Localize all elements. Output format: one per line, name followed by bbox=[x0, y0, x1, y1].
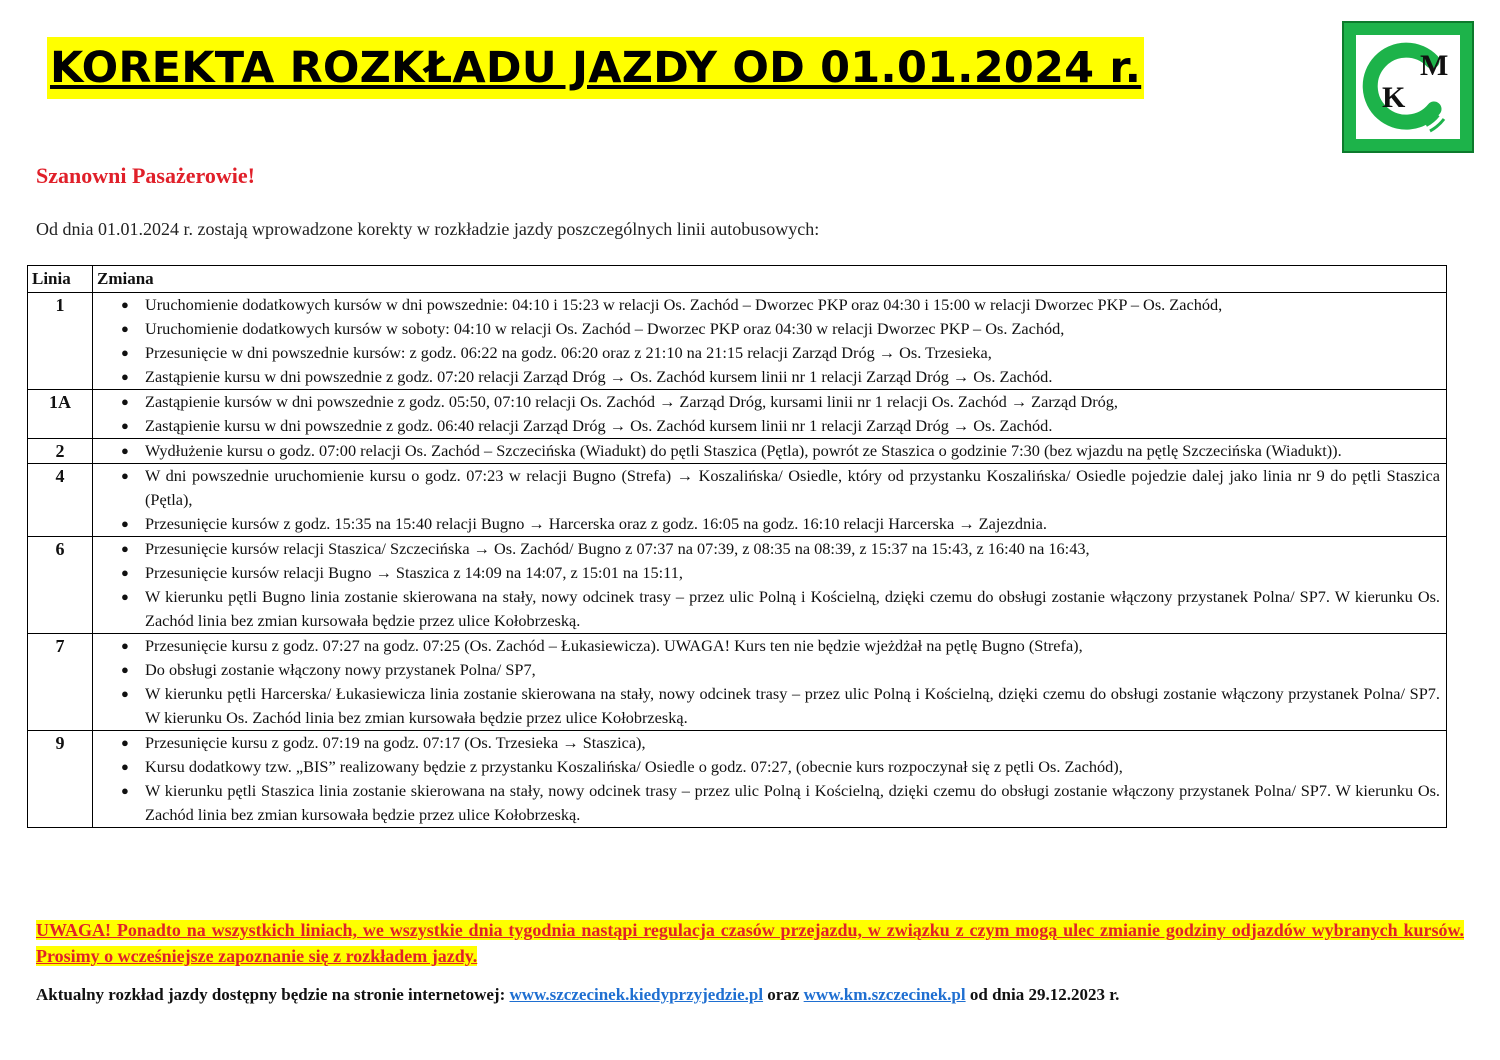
table-row bbox=[28, 439, 1447, 464]
table-row bbox=[28, 293, 1447, 390]
change-list-cell bbox=[93, 293, 1447, 390]
bullet-icon: ● bbox=[121, 443, 129, 458]
change-text: Zastąpienie kursu w dni powszednie z godz. 07:20 relacji Zarząd Dróg → Os. Zachód kursem linii nr 1 relacji Zarząd Dróg → Os. Zachód. bbox=[145, 367, 1053, 386]
list-item bbox=[121, 658, 1440, 682]
change-list-cell bbox=[93, 464, 1447, 537]
list-item bbox=[121, 293, 1440, 317]
change-text: W kierunku pętli Staszica linia zostanie skierowana na stały, nowy odcinek trasy – przez ulic Polną i Kościelną, dzięki czemu do obsługi zostanie włączony przystanek Polna/ SP7. W kierunku Os. Zachód linia bez zmian kursowała będzie przez ulice Kołobrzeską. bbox=[145, 781, 1440, 824]
list-item bbox=[121, 682, 1440, 730]
change-text: W kierunku pętli Harcerska/ Łukasiewicza linia zostanie skierowana na stały, nowy odcinek trasy – przez ulic Polną i Kościelną, dzięki czemu do obsługi zostanie włączony przystanek Polna/ SP7. W kierunku Os. Zachód linia bez zmian kursowała będzie przez ulice Kołobrzeską. bbox=[145, 684, 1440, 727]
change-list-cell bbox=[93, 731, 1447, 828]
change-text: Przesunięcie kursów relacji Staszica/ Szczecińska → Os. Zachód/ Bugno z 07:37 na 07:39, z 08:35 na 08:39, z 15:37 na 15:43, z 16:40 na 16:43, bbox=[145, 539, 1090, 558]
change-list-cell bbox=[93, 439, 1447, 464]
change-list bbox=[93, 439, 1446, 463]
list-item bbox=[121, 585, 1440, 633]
change-text: Zastąpienie kursu w dni powszednie z godz. 06:40 relacji Zarząd Dróg → Os. Zachód kursem linii nr 1 relacji Zarząd Dróg → Os. Zachód. bbox=[145, 416, 1053, 435]
bullet-icon: ● bbox=[121, 516, 129, 531]
bullet-icon: ● bbox=[121, 297, 129, 312]
change-list-cell bbox=[93, 537, 1447, 634]
change-list-cell bbox=[93, 390, 1447, 439]
bullet-icon: ● bbox=[121, 394, 129, 409]
list-item bbox=[121, 779, 1440, 827]
list-item bbox=[121, 731, 1440, 755]
change-list bbox=[93, 731, 1446, 827]
warning-notice bbox=[36, 917, 1464, 969]
km-logo-icon bbox=[1342, 21, 1474, 153]
bullet-icon: ● bbox=[121, 541, 129, 556]
table-row bbox=[28, 390, 1447, 439]
intro-text: Od dnia 01.01.2024 r. zostają wprowadzone korekty w rozkładzie jazdy poszczególnych linii autobusowych: bbox=[36, 219, 820, 239]
list-item bbox=[121, 755, 1440, 779]
line-number: 2 bbox=[28, 439, 93, 464]
line-number: 7 bbox=[28, 634, 93, 731]
bullet-icon: ● bbox=[121, 321, 129, 336]
list-item bbox=[121, 414, 1440, 438]
bullet-icon: ● bbox=[121, 759, 129, 774]
footer-text-middle: oraz bbox=[767, 985, 800, 1004]
list-item bbox=[121, 464, 1440, 512]
change-text: Przesunięcie kursu z godz. 07:27 na godz. 07:25 (Os. Zachód – Łukasiewicza). UWAGA! Kurs ten nie będzie wjeżdżał na pętlę Bugno (Strefa), bbox=[145, 636, 1083, 655]
change-text: Wydłużenie kursu o godz. 07:00 relacji Os. Zachód – Szczecińska (Wiadukt) do pętli Staszica (Pętla), powrót ze Staszica o godzinie 7:30 (bez wjazdu na pętlę Szczecińska (Wiadukt)). bbox=[145, 441, 1342, 460]
table-row bbox=[28, 634, 1447, 731]
change-text: Kursu dodatkowy tzw. „BIS” realizowany będzie z przystanku Koszalińska/ Osiedle o godz. 07:27, (obecnie kurs rozpoczynał się z pętli Os. Zachód), bbox=[145, 757, 1123, 776]
table-body bbox=[28, 293, 1447, 828]
link-km-szczecinek[interactable]: www.km.szczecinek.pl bbox=[803, 985, 966, 1004]
logo-letter-m: M bbox=[1420, 49, 1449, 82]
change-list-cell bbox=[93, 634, 1447, 731]
list-item bbox=[121, 439, 1440, 463]
list-item bbox=[121, 317, 1440, 341]
bullet-icon: ● bbox=[121, 662, 129, 677]
list-item bbox=[121, 537, 1440, 561]
change-list bbox=[93, 390, 1446, 438]
list-item bbox=[121, 341, 1440, 365]
list-item bbox=[121, 365, 1440, 389]
bullet-icon: ● bbox=[121, 468, 129, 483]
bullet-icon: ● bbox=[121, 589, 129, 604]
change-text: Przesunięcie kursów z godz. 15:35 na 15:40 relacji Bugno → Harcerska oraz z godz. 16:05 na godz. 16:10 relacji Harcerska → Zajezdnia. bbox=[145, 514, 1047, 533]
title-banner bbox=[47, 37, 1144, 99]
greeting: Szanowni Pasażerowie! bbox=[36, 163, 255, 188]
column-header-change: Zmiana bbox=[93, 266, 1447, 293]
change-text: W dni powszednie uruchomienie kursu o godz. 07:23 w relacji Bugno (Strefa) → Koszalińska/ Osiedle, który od przystanku Koszalińska/ Osiedle pojedzie dalej jako linia nr 9 do pętli Staszica (Pętla), bbox=[145, 466, 1440, 509]
change-text: Przesunięcie kursu z godz. 07:19 na godz. 07:17 (Os. Trzesieka → Staszica), bbox=[145, 733, 646, 752]
bullet-icon: ● bbox=[121, 735, 129, 750]
line-number: 1 bbox=[28, 293, 93, 390]
line-number: 1A bbox=[28, 390, 93, 439]
change-text: W kierunku pętli Bugno linia zostanie skierowana na stały, nowy odcinek trasy – przez ulic Polną i Kościelną, dzięki czemu do obsługi zostanie włączony przystanek Polna/ SP7. W kierunku Os. Zachód linia bez zmian kursowała będzie przez ulice Kołobrzeską. bbox=[145, 587, 1440, 630]
bullet-icon: ● bbox=[121, 565, 129, 580]
change-text: Zastąpienie kursów w dni powszednie z godz. 05:50, 07:10 relacji Os. Zachód → Zarząd Dróg, kursami linii nr 1 relacji Os. Zachód → Zarząd Dróg, bbox=[145, 392, 1118, 411]
change-list bbox=[93, 293, 1446, 389]
footer-note bbox=[36, 985, 1119, 1005]
change-text: Uruchomienie dodatkowych kursów w soboty: 04:10 w relacji Os. Zachód – Dworzec PKP oraz 04:30 w relacji Dworzec PKP – Os. Zachód, bbox=[145, 319, 1065, 338]
table-row bbox=[28, 731, 1447, 828]
warning-text: UWAGA! Ponadto na wszystkich liniach, we wszystkie dnia tygodnia nastąpi regulacja czasów przejazdu, w związku z czym mogą ulec zmianie godziny odjazdów wybranych kursów. Prosimy o wcześniejsze zapoznanie się z rozkładem jazdy. bbox=[36, 920, 1464, 966]
change-text: Do obsługi zostanie włączony nowy przystanek Polna/ SP7, bbox=[145, 660, 536, 679]
line-number: 6 bbox=[28, 537, 93, 634]
bullet-icon: ● bbox=[121, 686, 129, 701]
change-list bbox=[93, 464, 1446, 536]
list-item bbox=[121, 561, 1440, 585]
list-item bbox=[121, 390, 1440, 414]
table-row bbox=[28, 537, 1447, 634]
change-list bbox=[93, 634, 1446, 730]
logo-letter-k: K bbox=[1382, 81, 1406, 114]
change-text: Przesunięcie w dni powszednie kursów: z godz. 06:22 na godz. 06:20 oraz z 21:10 na 21:15 relacji Zarząd Dróg → Os. Trzesieka, bbox=[145, 343, 992, 362]
footer-text-after: od dnia 29.12.2023 r. bbox=[969, 985, 1120, 1004]
change-text: Przesunięcie kursów relacji Bugno → Staszica z 14:09 na 14:07, z 15:01 na 15:11, bbox=[145, 563, 683, 582]
line-number: 9 bbox=[28, 731, 93, 828]
bullet-icon: ● bbox=[121, 638, 129, 653]
change-text: Uruchomienie dodatkowych kursów w dni powszednie: 04:10 i 15:23 w relacji Os. Zachód – Dworzec PKP oraz 04:30 i 15:00 w relacji Dworzec PKP – Os. Zachód, bbox=[145, 295, 1223, 314]
page-title: KOREKTA ROZKŁADU JAZDY OD 01.01.2024 r. bbox=[47, 37, 1144, 99]
bullet-icon: ● bbox=[121, 369, 129, 384]
change-list bbox=[93, 537, 1446, 633]
line-number: 4 bbox=[28, 464, 93, 537]
list-item bbox=[121, 634, 1440, 658]
list-item bbox=[121, 512, 1440, 536]
column-header-line: Linia bbox=[28, 266, 93, 293]
footer-text-before: Aktualny rozkład jazdy dostępny będzie na stronie internetowej: bbox=[36, 985, 506, 1004]
bullet-icon: ● bbox=[121, 783, 129, 798]
bullet-icon: ● bbox=[121, 345, 129, 360]
bullet-icon: ● bbox=[121, 418, 129, 433]
changes-table bbox=[27, 265, 1447, 828]
link-kiedyprzyjedzie[interactable]: www.szczecinek.kiedyprzyjedzie.pl bbox=[509, 985, 764, 1004]
table-row bbox=[28, 464, 1447, 537]
table-header-row bbox=[28, 266, 1447, 293]
